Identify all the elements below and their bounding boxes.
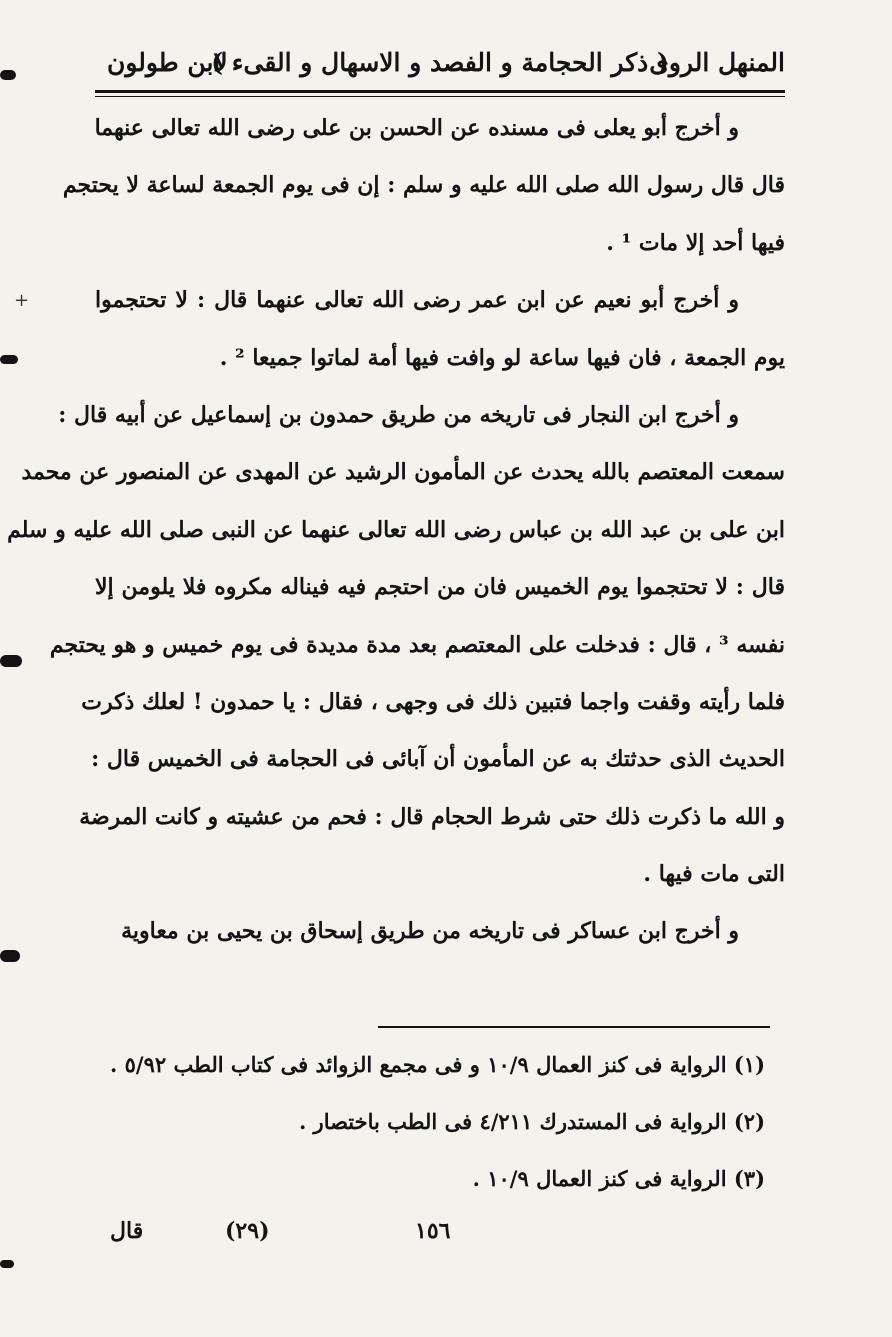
footnote: (٢) الرواية فى المستدرك ٤/٢١١ فى الطب باختصار . (298, 1109, 765, 1134)
text-line: نفسه ³ ، قال : فدخلت على المعتصم بعد مدة مديدة فى يوم خميس و هو يحتجم (49, 631, 785, 658)
text-line: قال قال رسول الله صلى الله عليه و سلم : إن فى يوم الجمعة لساعة لا يحتجم (62, 172, 785, 199)
text-line: الحديث الذى حدثتك به عن المأمون أن آبائى فى الحجامة فى الخميس قال : (91, 746, 785, 773)
book-title: المنهل الروى (649, 48, 785, 77)
section-number: (٢٩) (225, 1218, 270, 1244)
chapter-title: ( ذكر الحجامة و الفصد و الاسهال و القىء ) (211, 48, 669, 77)
header-rule (95, 90, 785, 93)
text-line: و أخرج ابن عساكر فى تاريخه من طريق إسحاق بن يحيى بن معاوية (121, 918, 739, 945)
text-line: فلما رأيته وقفت واجما فتبين ذلك فى وجهى ، فقال : يا حمدون ! لعلك ذكرت (81, 688, 785, 715)
text-line: و أخرج ابن النجار فى تاريخه من طريق حمدون بن إسماعيل عن أبيه قال : (58, 401, 739, 428)
footnote-rule (378, 1026, 770, 1028)
author-name: لابن طولون (107, 48, 228, 77)
scan-artifact (0, 355, 18, 364)
text-line: و الله ما ذكرت ذلك حتى شرط الحجام قال : فحم من عشيته و كانت المرضة (79, 803, 785, 830)
footnotes (95, 1036, 765, 1207)
text-line: التى مات فيها . (643, 861, 785, 888)
scan-artifact: + (14, 290, 30, 311)
text-line: يوم الجمعة ، فان فيها ساعة لو وافت فيها أمة لماتوا جميعا ² . (219, 344, 785, 371)
text-line: سمعت المعتصم بالله يحدث عن المأمون الرشيد عن المهدى عن المنصور عن محمد (21, 459, 785, 486)
text-line: و أخرج أبو يعلى فى مسنده عن الحسن بن على رضى الله تعالى عنهما (94, 115, 739, 141)
text-line: فيها أحد إلا مات ¹ . (606, 229, 785, 256)
footnote: (٣) الرواية فى كنز العمال ١٠/٩ . (472, 1166, 765, 1191)
page-footer (50, 1210, 490, 1260)
scan-artifact (0, 655, 22, 667)
header-rule-thin (95, 96, 785, 97)
scan-artifact (0, 1260, 14, 1268)
page-number: ١٥٦ (415, 1218, 451, 1244)
text-line: و أخرج أبو نعيم عن ابن عمر رضى الله تعالى عنهما قال : لا تحتجموا (95, 287, 739, 314)
scan-artifact (0, 70, 16, 80)
running-header (95, 40, 785, 90)
text-line: قال : لا تحتجموا يوم الخميس فان من احتجم فيه فيناله مكروه فلا يلومن إلا (95, 574, 785, 601)
catchword: قال (110, 1218, 144, 1244)
main-text (7, 100, 785, 961)
footnote: (١) الرواية فى كنز العمال ١٠/٩ و فى مجمع الزوائد فى كتاب الطب ٥/٩٢ . (110, 1052, 765, 1077)
scan-artifact (0, 950, 20, 962)
text-line: ابن على بن عبد الله بن عباس رضى الله تعالى عنهما عن النبى صلى الله عليه و سلم (7, 516, 785, 543)
